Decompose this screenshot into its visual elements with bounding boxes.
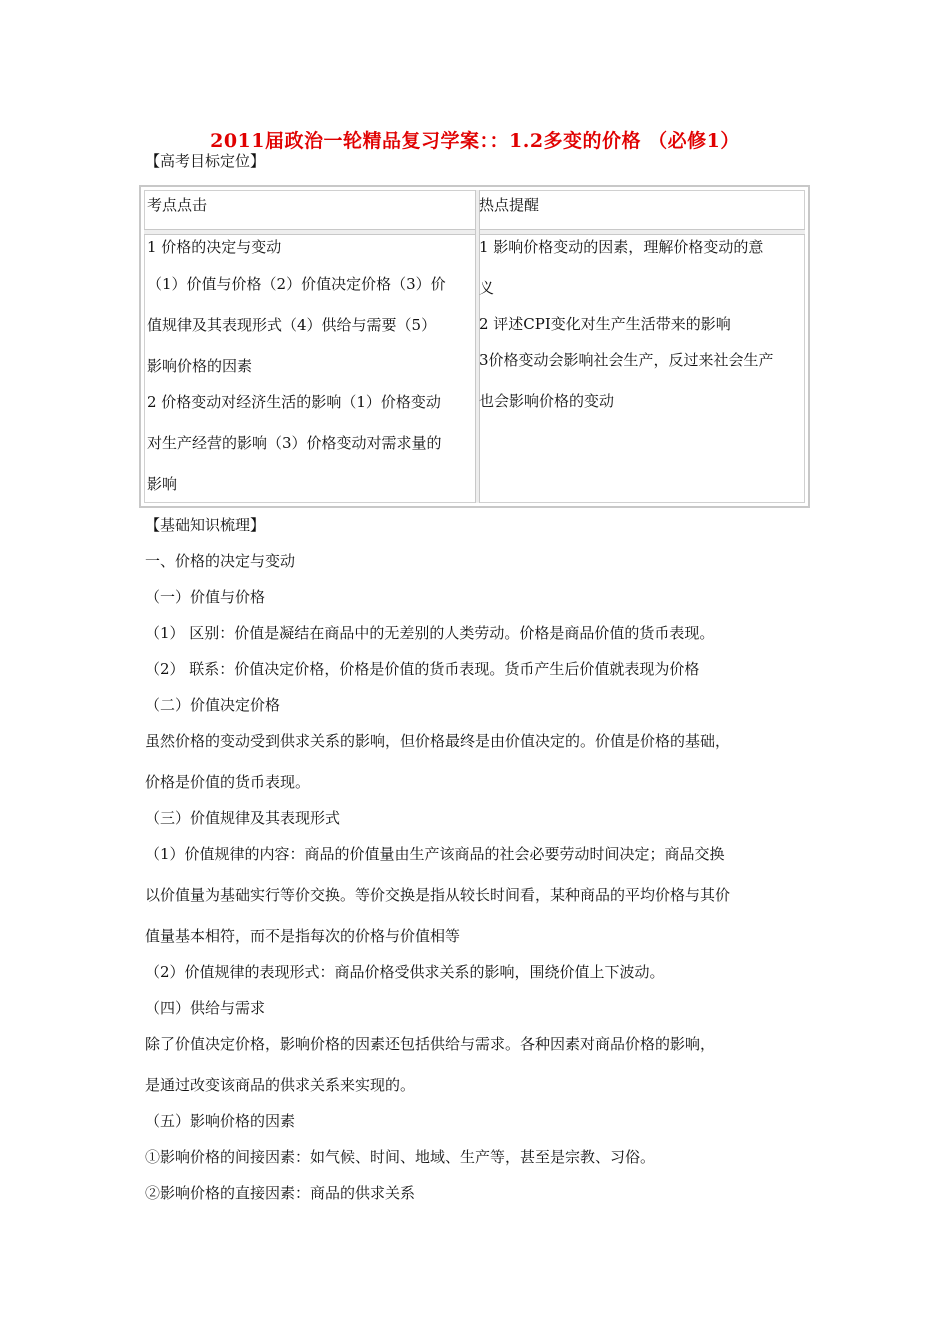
- table-cell-col1-line: 1 价格的决定与变动: [147, 238, 282, 256]
- body-line: （1） 区别：价值是凝结在商品中的无差别的人类劳动。价格是商品价值的货币表现。: [145, 624, 715, 642]
- table-cell-col2-line: 3价格变动会影响社会生产，反过来社会生产: [479, 351, 774, 369]
- table-cell-col2-line: 也会影响价格的变动: [479, 392, 615, 410]
- body-line: （四）供给与需求: [145, 999, 266, 1017]
- table-header-col2: 热点提醒: [479, 196, 540, 214]
- body-line: 值量基本相符，而不是指每次的价格与价值相等: [145, 927, 461, 945]
- body-line: （1）价值规律的内容：商品的价值量由生产该商品的社会必要劳动时间决定；商品交换: [145, 845, 725, 863]
- table-cell-col1-line: 对生产经营的影响（3）价格变动对需求量的: [147, 434, 442, 452]
- body-line: （2） 联系：价值决定价格，价格是价值的货币表现。货币产生后价值就表现为价格: [145, 660, 700, 678]
- body-line: 一、价格的决定与变动: [145, 552, 296, 570]
- table-cell-col1-line: 影响: [147, 475, 178, 493]
- table-cell-col1-line: （1）价值与价格（2）价值决定价格（3）价: [147, 275, 446, 293]
- table-cell-col2-line: 义: [479, 279, 495, 297]
- body-line: （三）价值规律及其表现形式: [145, 809, 341, 827]
- table-cell-col1-line: 影响价格的因素: [147, 357, 253, 375]
- body-line: （二）价值决定价格: [145, 696, 281, 714]
- table-cell-col1-line: 2 价格变动对经济生活的影响（1）价格变动: [147, 393, 441, 411]
- body-line: 是通过改变该商品的供求关系来实现的。: [145, 1076, 416, 1094]
- body-line: （五）影响价格的因素: [145, 1112, 296, 1130]
- body-line: ①影响价格的间接因素：如气候、时间、地域、生产等，甚至是宗教、习俗。: [145, 1148, 656, 1166]
- section-heading-goal: 【高考目标定位】: [145, 152, 266, 170]
- table-cell-col1-line: 值规律及其表现形式（4）供给与需要（5）: [147, 316, 437, 334]
- document-title: 2011届政治一轮精品复习学案：：1.2多变的价格 （必修1）: [210, 130, 740, 152]
- body-line: 价格是价值的货币表现。: [145, 773, 311, 791]
- body-line: （一）价值与价格: [145, 588, 266, 606]
- table-cell-col2-line: 2 评述CPI变化对生产生活带来的影响: [479, 315, 731, 333]
- table-cell-col2-line: 1 影响价格变动的因素，理解价格变动的意: [479, 238, 764, 256]
- body-line: 虽然价格的变动受到供求关系的影响，但价格最终是由价值决定的。价值是价格的基础，: [145, 732, 731, 750]
- body-line: ②影响价格的直接因素：商品的供求关系: [145, 1184, 416, 1202]
- table-header-col1: 考点点击: [147, 196, 208, 214]
- body-line: 除了价值决定价格，影响价格的因素还包括供给与需求。各种因素对商品价格的影响，: [145, 1035, 716, 1053]
- body-line: （2）价值规律的表现形式：商品价格受供求关系的影响，围绕价值上下波动。: [145, 963, 665, 981]
- section-heading-basic: 【基础知识梳理】: [145, 516, 266, 534]
- goal-table: [139, 185, 810, 508]
- body-line: 以价值量为基础实行等价交换。等价交换是指从较长时间看，某种商品的平均价格与其价: [145, 886, 731, 904]
